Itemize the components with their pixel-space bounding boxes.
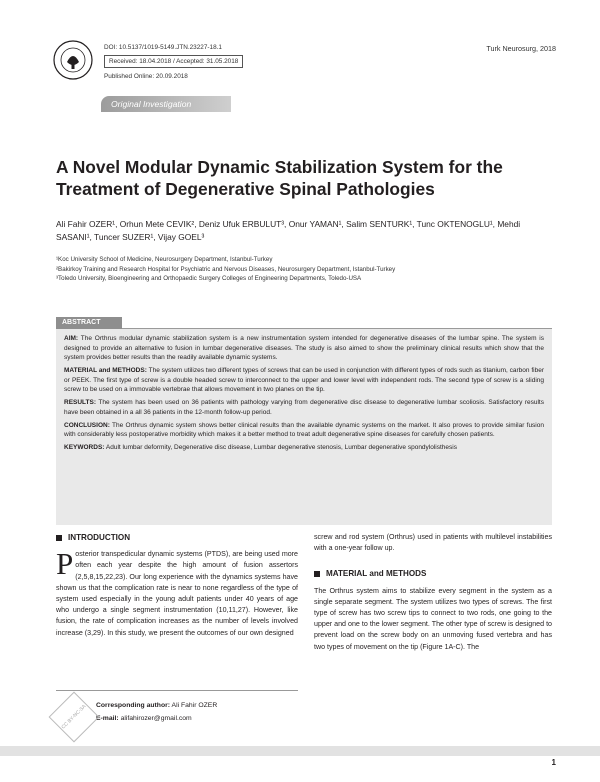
abstract-results: RESULTS: The system has been used on 36 patients with pathology varying from degenerative disc disease to degenerative lumbar scoliosis. Satisfactory results have been obtained in a all 36 patients in the 12-month follow-up period. [64,399,544,416]
affiliations [56,255,546,284]
footer-bar [0,746,600,756]
bullet-square-icon [56,535,62,541]
license-badge-icon: CC BY-NC-SA [49,692,100,743]
body-left-column [56,532,298,639]
article-title: A Novel Modular Dynamic Stabilization System for the Treatment of Degenerative Spinal Pathologies [56,157,503,199]
affiliation-1: ¹Koc University School of Medicine, Neurosurgery Department, Istanbul-Turkey [56,256,273,263]
abstract-conclusion: CONCLUSION: The Orthrus dynamic system shows better clinical results than the available dynamic systems on the market. It also proves to provide similar fusion with considerably less postoperative morbidity which makes it a better method to treat adult degenerative spine diseases for carefully chosen patients. [64,421,544,438]
intro-heading: INTRODUCTION [56,532,298,543]
journal-citation: Turk Neurosurg, 2018 [486,44,556,53]
dates-box: Received: 18.04.2018 / Accepted: 31.05.2018 [104,55,243,68]
affiliation-2: ²Bakirkoy Training and Research Hospital for Psychiatric and Nervous Diseases, Neurosurgery Department, Istanbul-Turkey [56,265,396,273]
abstract-label: ABSTRACT [56,317,122,329]
correspondence-block [56,690,298,738]
body-right-column [314,532,552,653]
journal-logo-icon [53,40,93,80]
doi[interactable]: DOI: 10.5137/1019-5149.JTN.23227-18.1 [104,44,222,51]
affiliation-3: ³Toledo University, Bioengineering and Orthopaedic Surgery Colleges of Engineering Departments, Toledo-USA [56,275,362,283]
methods-paragraph: The Orthrus system aims to stabilize every segment in the system as a single separate segment. The system utilizes two types of screws. The first type of screw has two screw tips to connect to two rods, one going to the upper and one to the lower segment. The other type of screw is designed to prevent load on the screw body on an unmoving fused vertebra and has two types of movement on the tip (Figure 1A-C). The [314,586,552,651]
abstract-methods: MATERIAL and METHODS: The system utilizes two different types of screws that can be used in conjunction with different types of rods such as titanium, carbon fiber or PEEK. The first type of screw is a double headed screw to interconnect to the upper and lower level with independent rods. The second type of screw is a sliding screw to be used on a immovable vertebrae that allows movement in two planes on the tip. [64,367,545,393]
intro-continuation: screw and rod system (Orthrus) used in patients with multilevel instabilities with a one-year follow up. [314,533,552,553]
section-tag-label: Original Investigation [111,99,192,109]
drop-cap: P [56,546,74,582]
page-number: 1 [551,758,556,767]
abstract-box [56,329,552,525]
published-online: Published Online: 20.09.2018 [104,73,188,80]
bullet-square-icon [314,571,320,577]
author-list: Ali Fahir OZER¹, Orhun Mete CEVIK², Deniz Ufuk ERBULUT³, Onur YAMAN¹, Salim SENTURK¹, Tunc OKTENOGLU¹, Mehdi SASANI¹, Tuncer SUZER¹, Vijay GOEL³ [56,219,521,242]
intro-paragraph: Posterior transpedicular dynamic systems (PTDS), are being used more often each year despite the high amount of fusion assertors (2,5,8,15,22,23). Our long experience with the dynamics systems have shown us that the complication rate is near to none regardless of the type of system used especially in the young adult patients under 40 years of age who undergo a single segment instrumentation (10,11,27). However, like fusion, the rate of complication increases as the number of levels involved increase (3,29). In this study, we present the outcomes of our own designed [56,546,298,637]
section-tag [101,96,231,112]
methods-heading: MATERIAL and METHODS [314,568,552,579]
article-meta [104,44,243,80]
corresponding-author: Corresponding author: Ali Fahir OZER [96,702,218,709]
abstract-keywords: KEYWORDS: Adult lumbar deformity, Degenerative disc disease, Lumbar degenerative stenosis, Lumbar degenerative spondylolisthesis [64,444,457,451]
abstract-aim: AIM: The Orthrus modular dynamic stabilization system is a new instrumentation system intended for degenerative diseases of the lumbar spine. The system is designed to provide an alternative to fusion in lumbar degenerative diseases. The study is also aimed to show the preliminary clinical results which show that the system provides better results than the readily available dynamic systems. [64,335,544,361]
corresponding-email: E-mail: alifahirozer@gmail.com [96,715,192,722]
